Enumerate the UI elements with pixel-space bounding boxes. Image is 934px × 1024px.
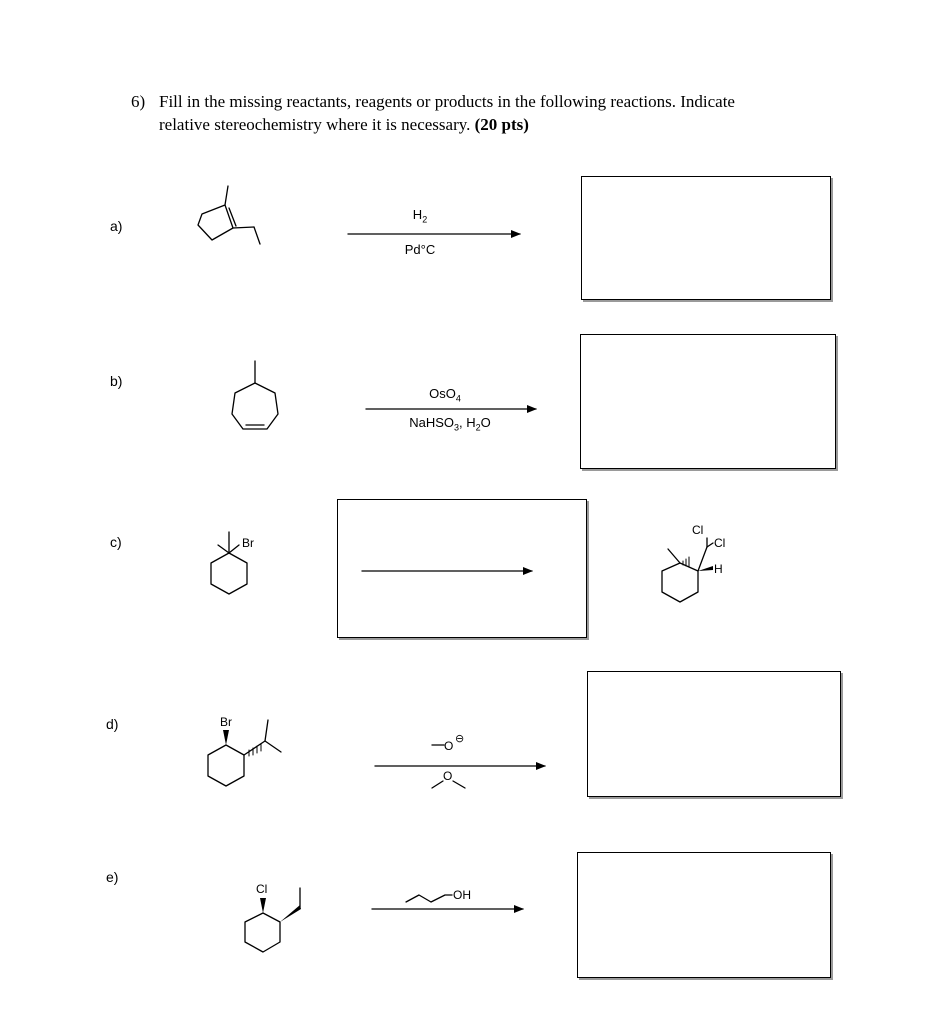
part-e-wedge-bond-cl bbox=[260, 898, 266, 913]
part-e-reactant-cl: Cl bbox=[256, 882, 268, 896]
part-c-product-cl1: Cl bbox=[692, 523, 704, 537]
part-d-methoxide-o: O bbox=[444, 739, 454, 753]
part-b-reagent-above: OsO$_4$ bbox=[429, 386, 461, 404]
part-b-reagent-below: NaHSO$_3$, $H_2O$ bbox=[409, 415, 491, 433]
part-c-product-h: H bbox=[714, 562, 723, 576]
question-number: 6) bbox=[131, 92, 146, 111]
question-text-line1: Fill in the missing reactants, reagents or products in the following reactions. Indicate bbox=[159, 92, 735, 111]
part-e-reagent-oh: OH bbox=[453, 888, 471, 902]
part-a-reagent-below: Pd°C bbox=[404, 242, 436, 257]
part-d-reactant-molecule bbox=[208, 720, 281, 786]
part-e-label: e) bbox=[106, 869, 119, 885]
question-text-line2-body: relative stereochemistry where it is necessary. bbox=[159, 115, 471, 134]
part-b-reactant-molecule bbox=[232, 361, 278, 429]
part-d-ether-o: O bbox=[443, 769, 453, 783]
part-e-propanol-chain bbox=[406, 895, 452, 902]
part-e-reactant-molecule bbox=[245, 888, 300, 952]
part-b-label: b) bbox=[110, 373, 123, 389]
part-d-methoxide-charge: ⊖ bbox=[455, 733, 465, 745]
part-c-label: c) bbox=[110, 534, 122, 550]
question-points: (20 pts) bbox=[474, 115, 529, 134]
part-c-product-cl2: Cl bbox=[714, 536, 726, 550]
part-a-reagent-above: $H_2$ bbox=[412, 207, 428, 225]
part-c-reactant-br: Br bbox=[242, 536, 254, 550]
part-d-wedge-bond bbox=[223, 730, 229, 745]
part-d-label: d) bbox=[106, 716, 119, 732]
part-e-wedge-bond-ethyl bbox=[280, 905, 301, 922]
part-d-reactant-br: Br bbox=[220, 715, 232, 729]
part-a-reactant-molecule bbox=[198, 186, 260, 244]
part-c-product-hash-bond bbox=[683, 557, 689, 567]
part-a-label: a) bbox=[110, 218, 123, 234]
